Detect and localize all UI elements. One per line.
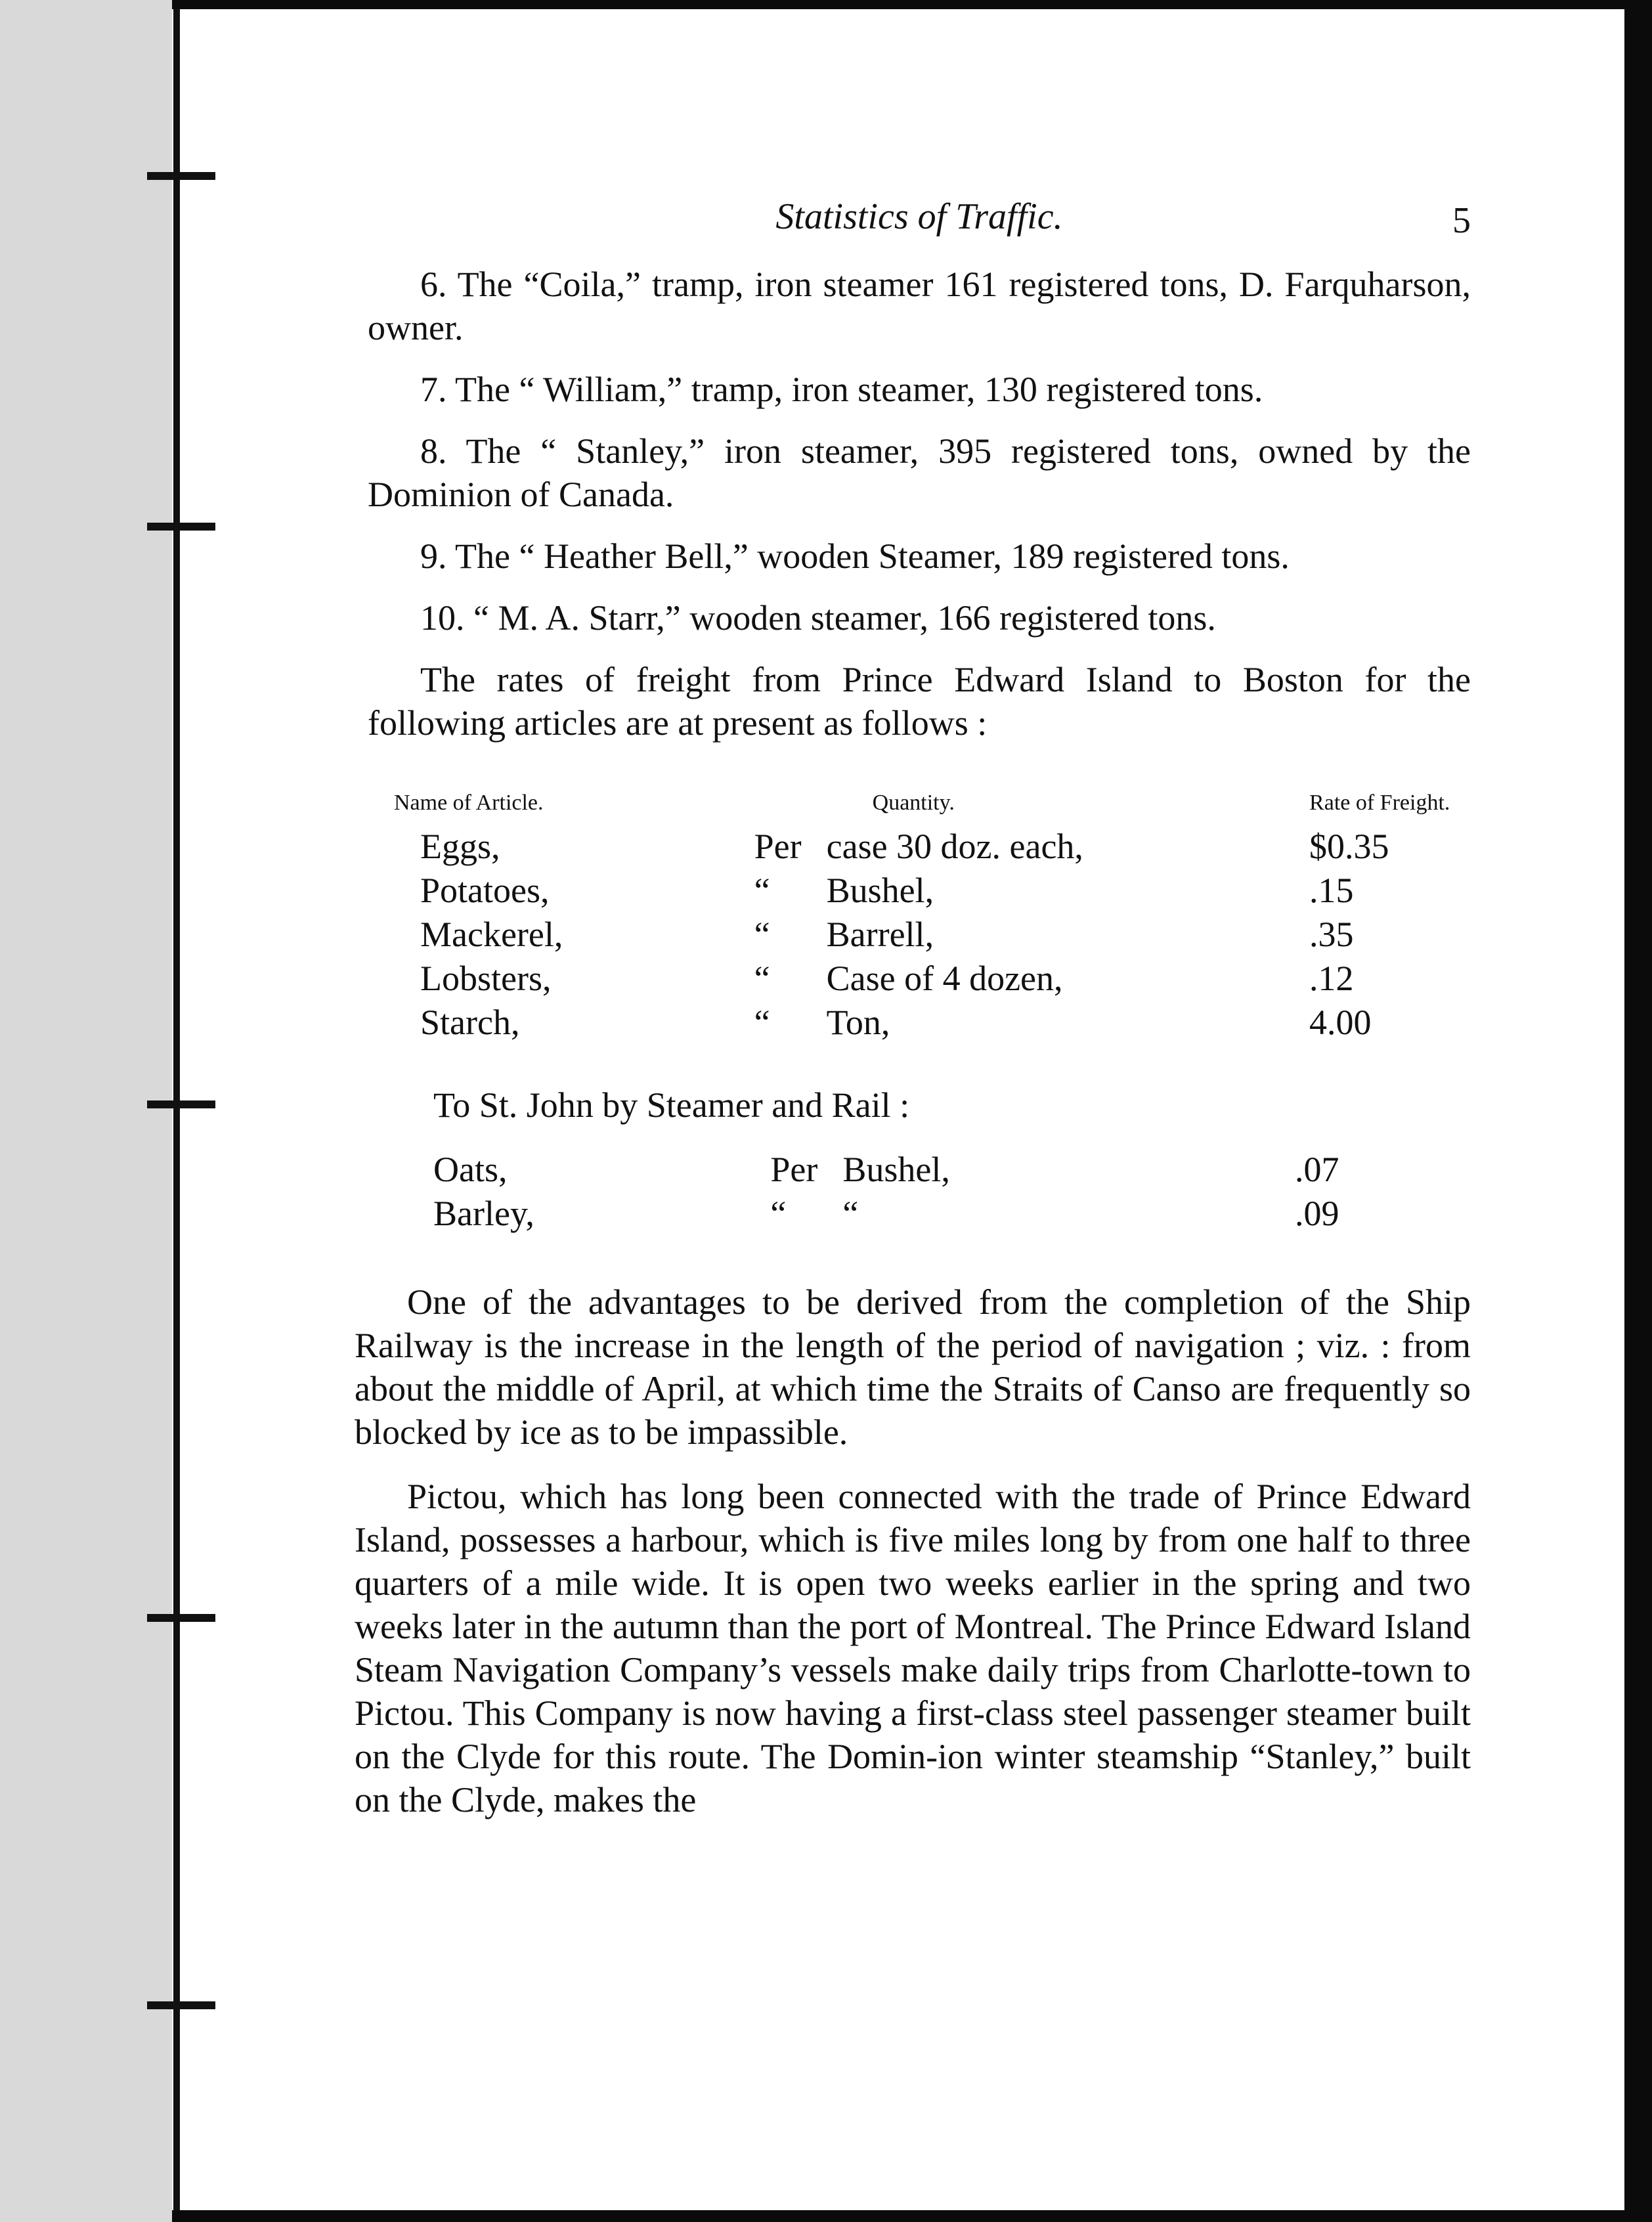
quantity-cell [656, 913, 1309, 957]
scan-border-top [172, 0, 1652, 9]
quantity-prefix: “ [754, 1003, 770, 1042]
rate-cell: .35 [1309, 915, 1354, 954]
quantity-prefix: “ [754, 915, 770, 954]
page-number: 5 [1452, 200, 1471, 241]
vessel-item: 7. The “ William,” tramp, iron steamer, 130 registered tons. [420, 370, 1263, 409]
article-cell: Oats, [433, 1150, 508, 1189]
paragraph: Pictou, which has long been connected with the trade of Prince Edward Island, possesses a harbour, which is five miles long by from one half to three quarters of a mile wide. It is open two weeks earlier in the spring and two weeks later in the autumn than the port of Montreal. The Prince Edward Island Steam Navigation Company’s vessels make daily trips from Charlotte-town to Pictou. This Company is now having a first-class steel passenger steamer built on the Clyde for this route. The Domin-ion winter steamship “Stanley,” built on the Clyde, makes the [355, 1477, 1471, 1819]
rate-cell: .09 [1295, 1194, 1339, 1233]
vessel-item: 8. The “ Stanley,” iron steamer, 395 registered tons, owned by the Dominion of Canada. [368, 431, 1471, 514]
binding-stitch [147, 523, 215, 531]
quantity-cell [656, 825, 1309, 869]
quantity-cell [656, 957, 1309, 1001]
quantity-cell [656, 869, 1309, 913]
table-header-row [368, 781, 1471, 825]
table-row [368, 825, 1471, 869]
rate-cell: .12 [1309, 959, 1354, 998]
rate-cell: $0.35 [1309, 827, 1389, 866]
binding-stitch [147, 1100, 215, 1108]
scan-margin [0, 0, 172, 2222]
quantity-cell [685, 1192, 1295, 1236]
body-text [355, 1280, 1471, 1842]
st-john-freight-table [368, 1148, 1471, 1236]
quantity-text: Ton, [826, 1003, 890, 1042]
binding-stitch [147, 2001, 215, 2009]
quantity-text: “ [842, 1194, 859, 1233]
boston-freight-table-wrap [368, 781, 1471, 1045]
quantity-text: case 30 doz. each, [826, 827, 1083, 866]
binding-stitch [147, 1614, 215, 1622]
quantity-prefix: Per [754, 827, 802, 866]
table-row [368, 957, 1471, 1001]
vessel-item: 9. The “ Heather Bell,” wooden Steamer, 189 registered tons. [420, 536, 1290, 576]
paragraph: One of the advantages to be derived from the completion of the Ship Railway is the increase in the length of the period of navigation ; viz. : from about the middle of April, at which time the Straits of Canso are frequently so blocked by ice as to be impassible. [355, 1282, 1471, 1452]
rate-cell: .15 [1309, 871, 1354, 910]
scan-border-bottom [172, 2210, 1652, 2222]
article-cell: Eggs, [420, 827, 500, 866]
st-john-heading: To St. John by Steamer and Rail : [433, 1085, 910, 1125]
quantity-text: Bushel, [842, 1150, 950, 1189]
st-john-section [368, 1083, 1471, 1236]
running-head [368, 190, 1471, 243]
quantity-cell [685, 1148, 1295, 1192]
quantity-cell [656, 1001, 1309, 1045]
table-row [368, 1192, 1471, 1236]
column-header-article: Name of Article. [394, 791, 544, 815]
freight-intro: The rates of freight from Prince Edward Island to Boston for the following articles are at present as follows : [368, 660, 1471, 743]
quantity-prefix: “ [754, 959, 770, 998]
quantity-prefix: “ [770, 1194, 787, 1233]
quantity-prefix: Per [770, 1150, 818, 1189]
quantity-prefix: “ [754, 871, 770, 910]
column-header-rate: Rate of Freight. [1309, 791, 1450, 815]
table-row [368, 1148, 1471, 1192]
scan-border-right [1624, 0, 1652, 2222]
quantity-text: Case of 4 dozen, [826, 959, 1063, 998]
binding-stitch [147, 172, 215, 180]
quantity-text: Bushel, [826, 871, 934, 910]
quantity-text: Barrell, [826, 915, 934, 954]
boston-freight-table [368, 781, 1471, 1045]
vessel-item: 10. “ M. A. Starr,” wooden steamer, 166 registered tons. [420, 598, 1216, 638]
article-cell: Barley, [433, 1194, 534, 1233]
vessel-item: 6. The “Coila,” tramp, iron steamer 161 registered tons, D. Farquharson, owner. [368, 265, 1471, 347]
article-cell: Mackerel, [420, 915, 563, 954]
article-cell: Starch, [420, 1003, 520, 1042]
rate-cell: 4.00 [1309, 1003, 1372, 1042]
table-row [368, 869, 1471, 913]
table-row [368, 1001, 1471, 1045]
article-cell: Potatoes, [420, 871, 550, 910]
running-title: Statistics of Traffic. [775, 196, 1063, 237]
column-header-quantity: Quantity. [872, 791, 955, 815]
rate-cell: .07 [1295, 1150, 1339, 1189]
table-row [368, 913, 1471, 957]
vessel-list [368, 263, 1471, 766]
article-cell: Lobsters, [420, 959, 552, 998]
